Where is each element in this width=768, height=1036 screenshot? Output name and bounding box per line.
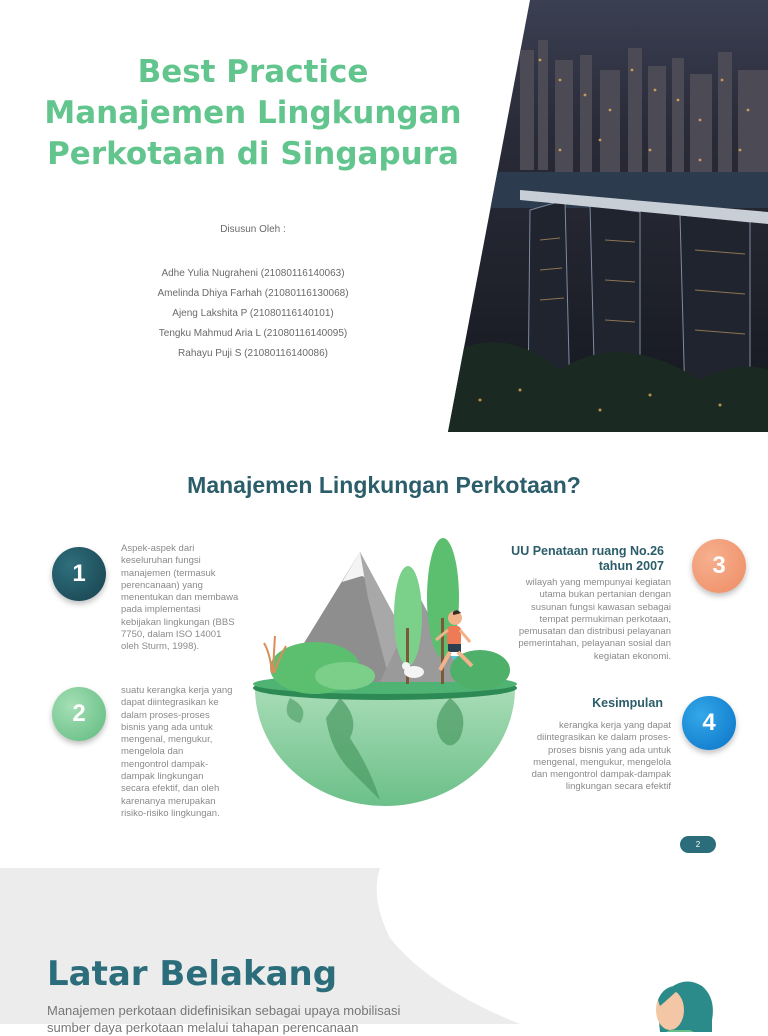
author-name: Tengku Mahmud Aria L (21080116140095) xyxy=(158,328,348,339)
author-name: Rahayu Puji S (21080116140086) xyxy=(178,348,328,359)
author-name: Ajeng Lakshita P (21080116140101) xyxy=(172,308,334,319)
title-slide xyxy=(0,0,768,432)
author-list xyxy=(18,264,488,364)
definition-title-4: Kesimpulan xyxy=(592,696,663,710)
definition-text-4: kerangka kerja yang dapat diintegrasikan ke dalam proses-proses bisnis yang ada untuk mengenal, mengukur, mengelola dan mengontrol dampak-dampak lingkungan secara efektif xyxy=(531,720,671,793)
number-badge-3: 3 xyxy=(692,539,746,593)
definition-slide xyxy=(0,432,768,868)
page-number-badge: 2 xyxy=(680,836,716,853)
definition-text-2: suatu kerangka kerja yang dapat diintegrasikan ke dalam proses-proses bisnis yang ada untuk mengenal, mengukur, mengelola dan mengontrol dampak-dampak lingkungan secara efektif, dan oleh karenanya merupakan risiko-risiko lingkungan. xyxy=(121,685,233,819)
presentation-title xyxy=(18,52,488,175)
definition-text-3: wilayah yang mempunyai kegiatan utama bukan pertanian dengan susunan fungsi kawasan sebagai tempat permukiman perkotaan, pemusatan dan distribusi pelayanan pemerintahan, pelayanan sosial dan kegiatan ekonomi. xyxy=(518,577,671,662)
definition-text-1: Aspek-aspek dari keseluruhan fungsi manajemen (termasuk perencanaan) yang menentukan dan membawa pada implementasi kebijakan lingkungan (BBS 7750, dalam ISO 14001 oleh Sturm, 1998). xyxy=(121,543,239,653)
definition-title-3: UU Penataan ruang No.26 tahun 2007 xyxy=(511,544,664,573)
slide-heading: Manajemen Lingkungan Perkotaan? xyxy=(187,472,581,498)
number-badge-2: 2 xyxy=(52,687,106,741)
author-heading: Disusun Oleh : xyxy=(220,224,286,235)
person-illustration xyxy=(630,972,730,1032)
number-badge-4: 4 xyxy=(682,696,736,750)
number-badge-1: 1 xyxy=(52,547,106,601)
title-line: Manajemen Lingkungan xyxy=(44,95,462,131)
title-line: Best Practice xyxy=(137,54,369,90)
author-name: Adhe Yulia Nugraheni (21080116140063) xyxy=(161,268,345,279)
globe-nature-illustration xyxy=(250,538,520,808)
slide-heading: Latar Belakang xyxy=(47,954,338,994)
title-line: Perkotaan di Singapura xyxy=(47,136,459,172)
slide-body-text: Manajemen perkotaan didefinisikan sebagai upaya mobilisasi sumber daya perkotaan melalui tahapan perencanaan xyxy=(47,1003,401,1035)
background-slide xyxy=(0,868,768,1035)
author-name: Amelinda Dhiya Farhah (21080116130068) xyxy=(157,288,349,299)
